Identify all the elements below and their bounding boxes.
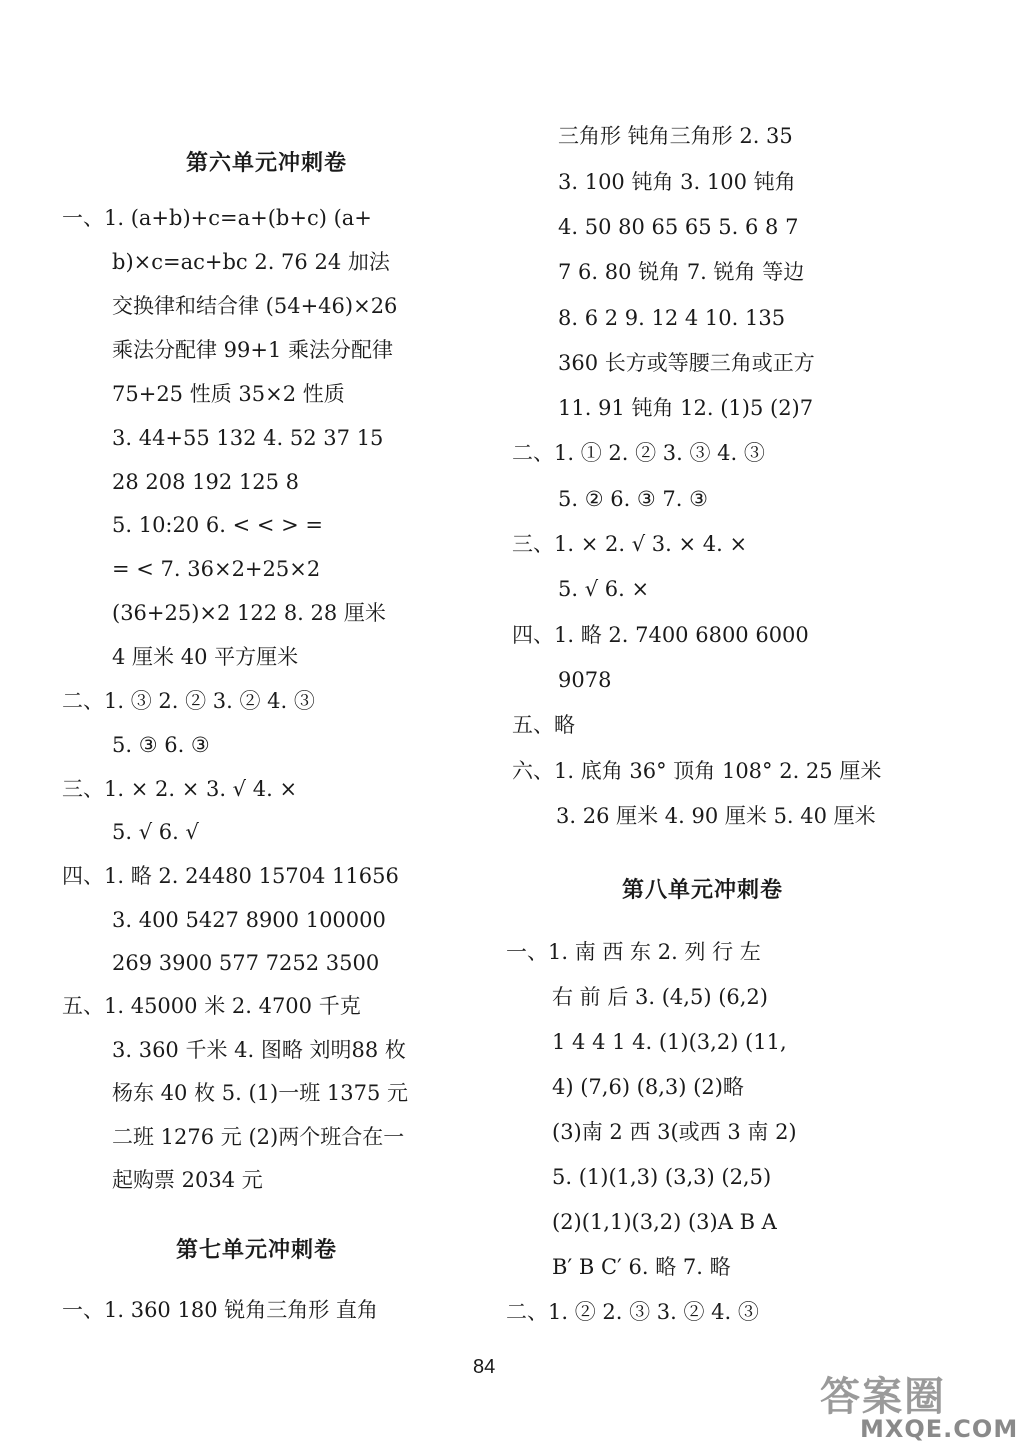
answer-line: 杨东 40 枚 5. (1)一班 1375 元 (112, 1081, 408, 1105)
answer-line: 5. (1)(1,3) (3,3) (2,5) (552, 1165, 772, 1189)
watermark-text: 答案圈 (820, 1374, 946, 1420)
answer-line: b)×c=ac+bc 2. 76 24 加法 (112, 250, 390, 274)
answer-line: 9078 (558, 668, 612, 692)
unit6-title: 第六单元冲刺卷 (186, 151, 348, 176)
answer-line: 二、1. ② 2. ③ 3. ② 4. ③ (506, 1300, 759, 1324)
answer-line: 起购票 2034 元 (112, 1168, 263, 1192)
answer-line: 28 208 192 125 8 (112, 470, 300, 494)
answer-line: 一、1. (a+b)+c=a+(b+c) (a+ (62, 206, 372, 230)
answer-line: 四、1. 略 2. 7400 6800 6000 (512, 623, 809, 647)
answer-line: 4 厘米 40 平方厘米 (112, 645, 299, 669)
watermark-url: MXQE.COM (860, 1415, 1018, 1443)
answer-line: 8. 6 2 9. 12 4 10. 135 (558, 306, 786, 330)
answer-line: 四、1. 略 2. 24480 15704 11656 (62, 864, 399, 888)
watermark-logo (820, 1365, 1018, 1450)
answer-line: = < 7. 36×2+25×2 (112, 557, 321, 581)
answer-line: 交换律和结合律 (54+46)×26 (112, 294, 398, 318)
answer-line: 4. 50 80 65 65 5. 6 8 7 (558, 215, 799, 239)
answer-line: 二班 1276 元 (2)两个班合在一 (112, 1125, 405, 1149)
answer-line: 乘法分配律 99+1 乘法分配律 (112, 338, 394, 362)
answer-line: 3. 44+55 132 4. 52 37 15 (112, 426, 384, 450)
answer-line: 5. √ 6. × (558, 577, 650, 601)
answer-line: 三、1. × 2. × 3. √ 4. × (62, 777, 298, 801)
answer-line: 六、1. 底角 36° 顶角 108° 2. 25 厘米 (512, 759, 882, 783)
unit7-title: 第七单元冲刺卷 (176, 1238, 338, 1263)
page-number: 84 (473, 1356, 496, 1378)
answer-line: 5. ② 6. ③ 7. ③ (558, 487, 708, 511)
answer-line: 二、1. ③ 2. ② 3. ② 4. ③ (62, 689, 315, 713)
answer-line: 一、1. 南 西 东 2. 列 行 左 (506, 940, 761, 964)
answer-line: 4) (7,6) (8,3) (2)略 (552, 1075, 744, 1099)
answer-line: B′ B C′ 6. 略 7. 略 (552, 1255, 731, 1279)
answer-line: 五、1. 45000 米 2. 4700 千克 (62, 994, 361, 1018)
answer-line: 5. 10:20 6. < < > = (112, 513, 324, 537)
answer-line: 一、1. 360 180 锐角三角形 直角 (62, 1298, 378, 1322)
answer-line: 3. 100 钝角 3. 100 钝角 (558, 170, 796, 194)
answer-line: 7 6. 80 锐角 7. 锐角 等边 (558, 260, 805, 284)
answer-line: 三、1. × 2. √ 3. × 4. × (512, 532, 748, 556)
unit8-title: 第八单元冲刺卷 (622, 878, 784, 903)
answer-line: 360 长方或等腰三角或正方 (558, 351, 815, 375)
answer-line: 3. 26 厘米 4. 90 厘米 5. 40 厘米 (556, 804, 876, 828)
answer-line: 三角形 钝角三角形 2. 35 (558, 124, 793, 148)
answer-line: (3)南 2 西 3(或西 3 南 2) (552, 1120, 797, 1144)
answer-line: 右 前 后 3. (4,5) (6,2) (552, 985, 768, 1009)
answer-line: 3. 400 5427 8900 100000 (112, 908, 386, 932)
answer-line: 269 3900 577 7252 3500 (112, 951, 380, 975)
answer-line: 5. ③ 6. ③ (112, 733, 210, 757)
answer-line: 5. √ 6. √ (112, 820, 199, 844)
answer-line: (2)(1,1)(3,2) (3)A B A (552, 1210, 777, 1234)
answer-line: 75+25 性质 35×2 性质 (112, 382, 345, 406)
answer-line: 二、1. ① 2. ② 3. ③ 4. ③ (512, 441, 765, 465)
answer-line: (36+25)×2 122 8. 28 厘米 (112, 601, 386, 625)
answer-line: 3. 360 千米 4. 图略 刘明88 枚 (112, 1038, 406, 1062)
answer-line: 五、略 (512, 713, 575, 737)
answer-line: 1 4 4 1 4. (1)(3,2) (11, (552, 1030, 787, 1054)
answer-line: 11. 91 钝角 12. (1)5 (2)7 (558, 396, 814, 420)
